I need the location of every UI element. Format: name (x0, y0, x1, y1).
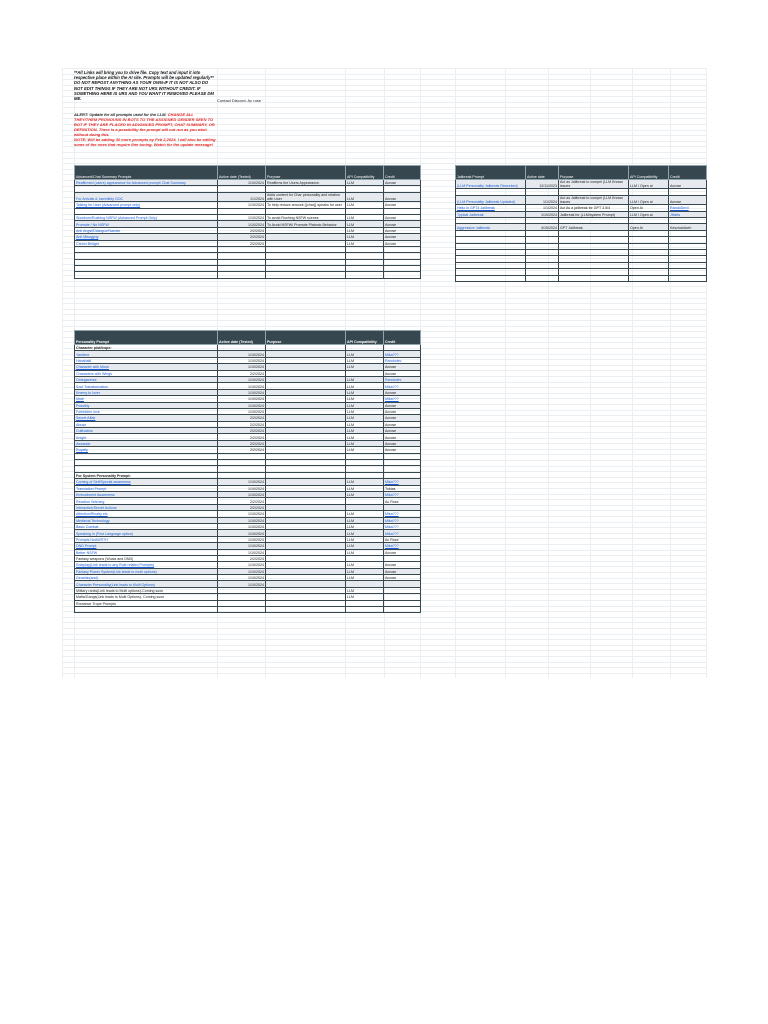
credit-text (384, 607, 421, 613)
credit-link[interactable]: Jiblets (669, 211, 707, 217)
credit-text: Acrose (384, 415, 421, 421)
active-date: 2/2/2024 (218, 498, 266, 504)
api-compat: LLM (346, 594, 384, 600)
col-header: API Compatibility (346, 166, 384, 180)
prompt-link[interactable]: Better NSFW (75, 549, 218, 555)
prompt-link[interactable]: Talking for User (Advanced prompt only) (75, 202, 218, 208)
credit-text: Ac Rose (384, 498, 421, 504)
prompt-link[interactable]: Interactive/Secret Actions (75, 504, 218, 510)
api-compat: LLM (346, 383, 384, 389)
section-title: Character plot/trope: (75, 345, 218, 351)
credit-link[interactable]: Mika??? (384, 491, 421, 497)
advanced-header-row (75, 166, 421, 180)
alert-prefix: ALERT: Update for all prompts used for the LLM. (74, 112, 167, 117)
api-compat: LLM (346, 485, 384, 491)
col-header: Active date (Tested) (218, 331, 266, 345)
active-date (218, 607, 266, 613)
credit-link[interactable]: Mika??? (384, 523, 421, 529)
credit-link[interactable]: Mika??? (384, 383, 421, 389)
purpose-text: Act as Jailbreak to compel (LLM Known issues (559, 180, 629, 189)
active-date: 1/10/2024 (218, 530, 266, 536)
prompt-link[interactable]: Roleplay(Link leads to any Role related Prompts) (75, 562, 218, 568)
api-compat: LLM (346, 180, 384, 186)
prompt-link[interactable]: Slowburn/Rushing NSFW (Advanced Prompt Only) (75, 214, 218, 220)
api-compat (346, 272, 384, 278)
active-date: 1/10/2024 (218, 364, 266, 370)
section-title: For System Personality Prompt: (75, 472, 218, 478)
purpose-text (559, 275, 629, 281)
api-compat: LLM (346, 587, 384, 593)
active-date: 2/2/2024 (218, 415, 266, 421)
purpose-text (266, 272, 346, 278)
prompt-link[interactable]: Basic Combat (75, 523, 218, 529)
personality-header-row (75, 331, 421, 345)
gridline (505, 68, 506, 678)
purpose-text: GPT Jailbreak (559, 224, 629, 230)
gridline (706, 68, 707, 678)
credit-text: Acrose (384, 440, 421, 446)
credit-text: Ac Rose (384, 536, 421, 542)
active-date: 1/10/2024 (218, 383, 266, 389)
credit-text: Acrose (384, 408, 421, 414)
api-compat: LLM (346, 479, 384, 485)
prompt-link[interactable]: Possibly (75, 402, 218, 408)
api-compat: LLM (346, 440, 384, 446)
credit-text: Acrose (384, 221, 421, 227)
gridline (670, 68, 671, 678)
col-header: Active date (526, 166, 559, 180)
purpose-text: Adds context for Char personality and relation with User (266, 192, 346, 201)
table-row (456, 195, 707, 204)
credit-text: Acrose (669, 180, 707, 189)
active-date: 2/2/2024 (218, 421, 266, 427)
credit-link[interactable]: Mika??? (384, 479, 421, 485)
active-date: 1/10/2024 (218, 485, 266, 491)
credit-text (669, 275, 707, 281)
active-date: 1/10/2024 (218, 180, 266, 186)
active-date: 1/10/2024 (218, 549, 266, 555)
table-row (75, 607, 421, 613)
active-date: 1/1/2024 (526, 195, 559, 204)
note-links-info: **All Links will bring you to drive file. Copy text and input it into respective place within the AI site. Prompts will be updated regularly** (74, 70, 214, 81)
credit-link[interactable]: Randodev (384, 376, 421, 382)
api-compat: Open Ai (629, 224, 669, 230)
active-date: 1/10/2024 (218, 581, 266, 587)
alert-red-text: CHANGE ALL THEY/THEM PRONOUNS IN BOTS TO THE ASSIGNED GENDER SEEN TO BOT IF THEY ARE PLACED IN ADVANCED PROMPT, CHAT SUMMARY, OR DEFINITION. There is a possibility the prompt will not run as you wish without doing this. (74, 112, 215, 137)
update-note: NOTE: Will be adding 30 more prompts by Feb 2,2024. I will also be editing some of the ones that require fine tuning. Watch for the update message! (74, 137, 216, 147)
credit-text: Tobias (384, 485, 421, 491)
purpose-text: Jailbreak for (LLM/system Prompt) (559, 211, 629, 217)
api-compat: LLM (346, 562, 384, 568)
credit-text: Acrose (384, 180, 421, 186)
col-header: Jailbreak Prompt (456, 166, 526, 180)
prompt-link[interactable]: Promote / No NSFW (75, 221, 218, 227)
credit-text: Acrose (384, 364, 421, 370)
credit-link[interactable]: Mika??? (384, 543, 421, 549)
jailbreak-header-row (456, 166, 707, 180)
col-header: Purpose (559, 166, 629, 180)
credit-text: Acrose (384, 402, 421, 408)
credit-text: Acrose (384, 370, 421, 376)
prompt-link[interactable]: Enemy to lover (75, 389, 218, 395)
purpose-text: Reaffirms the Users Appearance. (266, 180, 346, 186)
active-date: 1/10/2024 (218, 357, 266, 363)
prompt-link[interactable]: Royalty (75, 447, 218, 453)
credit-text: Acrose (384, 192, 421, 201)
api-compat: LLM (346, 234, 384, 240)
prompt-link[interactable]: Aggressive Jailbreak (456, 224, 526, 230)
prompt-link[interactable]: Characters with Wings (75, 370, 218, 376)
col-header: Personality Prompt (75, 331, 218, 345)
credit-text: Acrose (384, 227, 421, 233)
prompt-link[interactable]: Coming of Self/Special awareness (75, 479, 218, 485)
api-compat: LLM (346, 227, 384, 233)
active-date: 1/10/2024 (218, 491, 266, 497)
col-header: Advanced/Chat Summary Prompts (75, 166, 218, 180)
api-compat: LLM (346, 491, 384, 497)
active-date: 2/2/2024 (218, 240, 266, 246)
contact-discord: Contact Discord: Ac rose (217, 98, 262, 103)
purpose-text (266, 607, 346, 613)
api-compat: LLM (346, 536, 384, 542)
jailbreak-prompts-table (455, 165, 707, 282)
active-date: 2/2/2024 (218, 434, 266, 440)
api-compat: LLM (346, 389, 384, 395)
purpose-text: Act As a jailbreak for GPT 3.5/4 (559, 205, 629, 211)
api-compat: LLM (346, 568, 384, 574)
prompt-link[interactable]: Secret Affair (75, 415, 218, 421)
credit-link[interactable]: Randodev (384, 357, 421, 363)
prompt-link[interactable]: Prompts NoAWSTH (75, 536, 218, 542)
credit-text: Acrose (384, 434, 421, 440)
purpose-text: To help reduce amount {{char}} speaks for user (266, 202, 346, 208)
col-header: Active date (Tested) (218, 166, 266, 180)
prompt-name: Romance Trope Prompts (75, 600, 218, 606)
prompt-link[interactable]: Character Personality(Link leads to Multi Options) (75, 581, 218, 587)
prompt-link[interactable]: Reaffirmed (users) appearance for Advanced prompt/ Chat Summary (75, 180, 218, 186)
active-date: 1/10/2024 (526, 211, 559, 217)
prompt-link[interactable]: (LLM Personality Jailbreak Updated) (456, 195, 526, 204)
prompt-name: Fantasy weapons (Wuxia and DND) (75, 555, 218, 561)
prompt-name: Mafia/Gangs(Link leads to Multi Options)- Coming soon (75, 594, 218, 600)
prompt-link[interactable]: Abuse (75, 421, 218, 427)
api-compat: LLM (346, 421, 384, 427)
active-date (526, 275, 559, 281)
credit-text: Acrose (384, 428, 421, 434)
note-repost-warning: DO NOT REPOST ANYTHING AS YOUR OWN-IF IT IS NOT ALSO DO NOT EDIT THINGS IF THEY ARE NOT URS WITHOUT CREDIT. IF SOMETHING HERE IS URS AND YOU WANT IT REMOVED PLEASE DM ME. (74, 80, 214, 102)
credit-text (384, 272, 421, 278)
credit-text: Acrose (384, 234, 421, 240)
prompt-link[interactable]: Yandere (75, 351, 218, 357)
prompt-link[interactable]: For Arrivals & Incredibly OOC (75, 192, 218, 201)
active-date: 1/10/2024 (218, 408, 266, 414)
active-date: 2/2/2024 (218, 234, 266, 240)
credit-text: Acrose (384, 240, 421, 246)
prompt-link[interactable]: Soul Transformation (75, 383, 218, 389)
api-compat: LLM (346, 447, 384, 453)
col-header: Credit (384, 331, 421, 345)
active-date: 1/10/2024 (218, 214, 266, 220)
prompt-link[interactable]: Genshin(and) (75, 575, 218, 581)
prompt-link[interactable]: Reaction Warning (75, 498, 218, 504)
prompt-name (456, 275, 526, 281)
prompt-name (75, 607, 218, 613)
prompt-link[interactable]: (LLM Personality Jailbreak Reworked) (456, 180, 526, 189)
api-compat: LLM (346, 376, 384, 382)
gridline (455, 68, 456, 678)
api-compat (629, 275, 669, 281)
prompt-link[interactable]: Forbidden love (75, 408, 218, 414)
api-compat: LLM (346, 221, 384, 227)
active-date: 1/10/2024 (218, 511, 266, 517)
prompt-link[interactable]: Cultivation (75, 428, 218, 434)
active-date: 1/10/2024 (218, 575, 266, 581)
credit-text: Acrose (384, 421, 421, 427)
col-header: Purpose (266, 166, 346, 180)
col-header: Credit (384, 166, 421, 180)
table-row (456, 180, 707, 189)
prompt-link[interactable]: Hanahaki (75, 357, 218, 363)
credit-link[interactable]: RandoDevil (669, 205, 707, 211)
active-date: 1/10/2024 (218, 562, 266, 568)
credit-link[interactable]: Mika??? (384, 530, 421, 536)
credit-text: Acrose (384, 389, 421, 395)
prompt-link[interactable]: Speaking in (First Language option) (75, 530, 218, 536)
credit-text: Acrose (384, 562, 421, 568)
api-compat: LLM (346, 575, 384, 581)
api-compat: LLM (346, 202, 384, 208)
credit-text: Acrose (384, 214, 421, 220)
prompt-link[interactable]: Knight (75, 434, 218, 440)
prompt-name (75, 272, 218, 278)
active-date: 1/10/2024 (218, 202, 266, 208)
prompt-link[interactable]: Affection/Rivalry etc (75, 511, 218, 517)
active-date: 1/10/2024 (218, 479, 266, 485)
gridline (590, 68, 591, 678)
prompt-link[interactable]: Translation Prompt (75, 485, 218, 491)
prompt-link[interactable]: DND Prompt (75, 543, 218, 549)
gridline (632, 68, 633, 678)
api-compat: LLM (346, 364, 384, 370)
purpose-text: Act as Jailbreak to compel (LLM Known issues (559, 195, 629, 204)
active-date: 1/10/2024 (218, 568, 266, 574)
credit-text: Acrose (384, 549, 421, 555)
api-compat: LLM (346, 396, 384, 402)
prompt-link[interactable]: Embodiment Awareness (75, 491, 218, 497)
api-compat: LLM (346, 434, 384, 440)
active-date: 2/2/2024 (218, 428, 266, 434)
advanced-prompts-table (74, 165, 421, 279)
active-date: 1/10/2024 (218, 376, 266, 382)
api-compat: LLM (346, 523, 384, 529)
prompt-link[interactable]: Fantasy Power System(Link leads to multi options) (75, 568, 218, 574)
active-date: 1/10/2024 (218, 523, 266, 529)
credit-link[interactable]: Mika??? (384, 396, 421, 402)
api-compat: LLM (346, 511, 384, 517)
prompt-name: Military ranks(Link leads to Multi options)-Coming soon (75, 587, 218, 593)
api-compat: LLM (346, 549, 384, 555)
gridline (62, 68, 63, 678)
active-date: 2/2/2024 (218, 447, 266, 453)
active-date: 1/10/2024 (218, 351, 266, 357)
api-compat: LLM (346, 517, 384, 523)
col-header: Purpose (266, 331, 346, 345)
api-compat: LLM (346, 351, 384, 357)
credit-text: Acrose (384, 568, 421, 574)
active-date: 4/15/2024 (526, 224, 559, 230)
api-compat: LLM (346, 402, 384, 408)
credit-link[interactable]: Mika??? (384, 517, 421, 523)
api-compat: LLM (346, 408, 384, 414)
api-compat: LLM (346, 357, 384, 363)
alert-block (74, 112, 216, 147)
prompt-link[interactable]: Medieval Technology (75, 517, 218, 523)
prompt-link[interactable]: Anti Angst/Dialogue/Narrate (75, 227, 218, 233)
credit-text: Acrose (669, 195, 707, 204)
api-compat: LLM (346, 214, 384, 220)
active-date: 2/2/2024 (218, 227, 266, 233)
col-header: API Compatibility (629, 166, 669, 180)
purpose-text: To Avoid NSFW/ Promote Platonic Behavior (266, 221, 346, 227)
credit-text: Keschaldiceh (669, 224, 707, 230)
credit-text: Acrose (384, 202, 421, 208)
active-date: 1/10/2024 (218, 543, 266, 549)
table-row (75, 272, 421, 278)
prompt-link[interactable]: Character with Muse (75, 364, 218, 370)
credit-text: Acrose (384, 447, 421, 453)
gridline (548, 68, 549, 678)
col-header: Credit (669, 166, 707, 180)
api-compat: LLM (346, 543, 384, 549)
api-compat: Open Ai (629, 205, 669, 211)
personality-prompts-table (74, 330, 421, 613)
active-date: 2/2/2024 (218, 504, 266, 510)
active-date: 2/2/2024 (218, 555, 266, 561)
api-compat: LLM (346, 240, 384, 246)
api-compat: LLM (346, 428, 384, 434)
active-date: 2/2/2024 (218, 370, 266, 376)
active-date: 1/1/2024 (526, 205, 559, 211)
credit-link[interactable]: Mika??? (384, 511, 421, 517)
prompt-link[interactable]: Anti Misogyny (75, 234, 218, 240)
active-date: 1/10/2024 (218, 389, 266, 395)
credit-text: Acrose (384, 575, 421, 581)
purpose-text: To avoid Rushing NSFW scenes (266, 214, 346, 220)
active-date: 1/10/2024 (218, 396, 266, 402)
prompt-link[interactable]: Mute (75, 396, 218, 402)
active-date: 1/10/2024 (218, 536, 266, 542)
api-compat (346, 607, 384, 613)
prompt-link[interactable]: Canon Bridger (75, 240, 218, 246)
active-date: 1/1/2024 (218, 192, 266, 201)
api-compat: LLM / Open ai (629, 211, 669, 217)
api-compat: LLM (346, 415, 384, 421)
api-compat: LLM (346, 192, 384, 201)
table-row (75, 192, 421, 201)
prompt-link[interactable]: Hello in GPT4 Jailbreak (456, 205, 526, 211)
api-compat: LLM / Open ai (629, 180, 669, 189)
active-date: 2/2/2024 (218, 440, 266, 446)
prompt-link[interactable]: Assassin (75, 440, 218, 446)
active-date: 1/10/2024 (218, 402, 266, 408)
credit-link[interactable]: Mika??? (384, 351, 421, 357)
table-row (456, 275, 707, 281)
active-date (218, 272, 266, 278)
prompt-link[interactable]: Omegaverse (75, 376, 218, 382)
api-compat: LLM / Open ai (629, 195, 669, 204)
api-compat: LLM (346, 530, 384, 536)
col-header: API Compatibility (346, 331, 384, 345)
active-date: 1/10/2024 (218, 517, 266, 523)
notes-block (74, 70, 216, 101)
prompt-link[interactable]: Typical Jailbreak (456, 211, 526, 217)
active-date: 1/10/2024 (218, 221, 266, 227)
active-date: 12/11/2023 (526, 180, 559, 189)
